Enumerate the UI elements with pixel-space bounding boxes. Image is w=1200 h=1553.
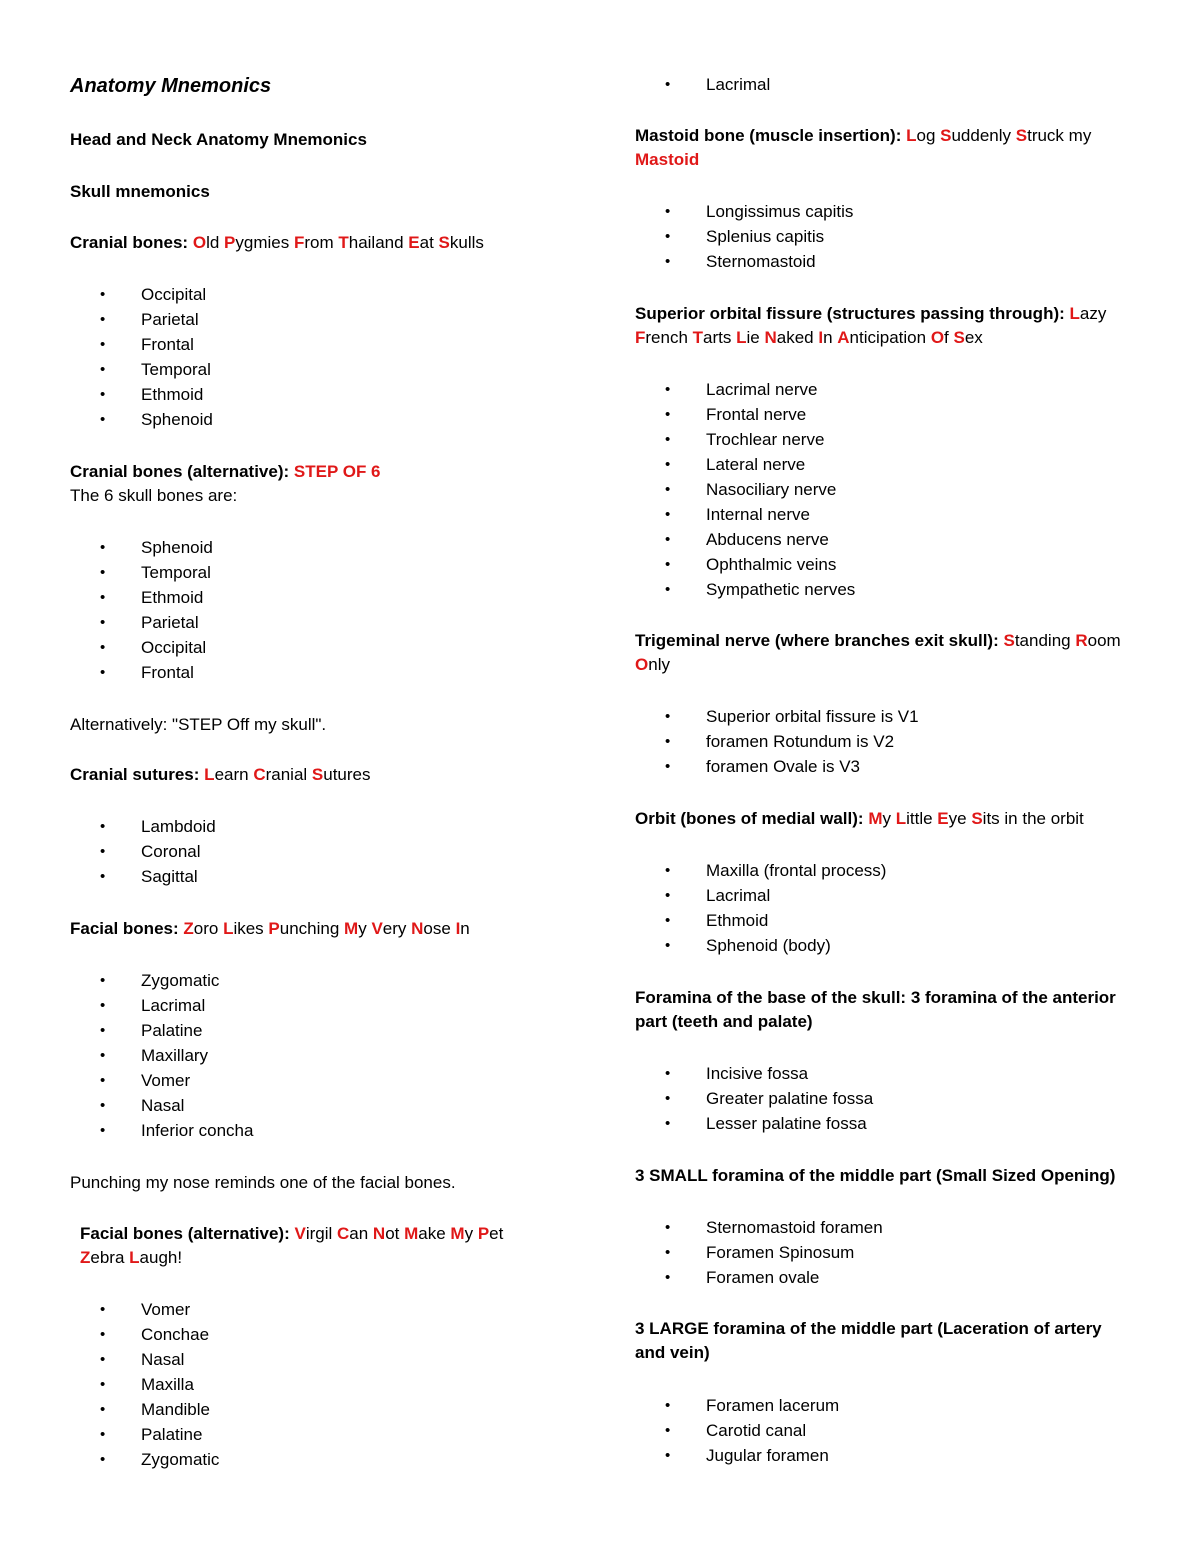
mnemonic-key-letter: M [344,919,359,938]
list-item-text: Lacrimal nerve [706,380,818,399]
mnemonic-rest: ake [418,1224,451,1243]
bullet-icon: • [100,1401,106,1418]
bullet-icon: • [665,862,671,879]
list-item-text: Occipital [141,638,207,657]
mnemonic-key-letter: E [408,233,420,252]
mnemonic-rest: ikes [233,919,269,938]
mnemonic-key-letter: Mastoid [635,150,700,169]
bullet-icon: • [100,664,106,681]
list-item-text: Vomer [141,1071,191,1090]
list-item-text: Longissimus capitis [706,202,854,221]
mnemonic-key-letter: L [895,809,907,828]
cranial-bones-heading: Cranial bones: Old Pygmies From Thailand Eat Skulls [70,233,484,252]
mnemonic-rest: oom [1087,631,1126,650]
mnemonic-key-letter: O [192,233,207,252]
mnemonic-key-letter: F [293,233,305,252]
mnemonic-key-letter: O [635,655,649,674]
bullet-icon: • [100,639,106,656]
mnemonic-key-letter: C [253,765,266,784]
mnemonic-key-letter: Z [80,1248,91,1267]
list-item-text: Superior orbital fissure is V1 [706,707,919,726]
mnemonic-key-letter: I [818,328,824,347]
mnemonic-key-letter: N [411,919,424,938]
bullet-icon: • [100,868,106,885]
list-item-text: Abducens nerve [706,530,829,549]
list-item-text: Frontal nerve [706,405,807,424]
mnemonic-rest: et [489,1224,509,1243]
mnemonic-rest: ranial [265,765,312,784]
bullet-icon: • [100,1097,106,1114]
bullet-icon: • [100,997,106,1014]
mnemonic-rest: n [460,919,470,938]
mnemonic-rest: augh! [139,1248,183,1267]
mnemonic-rest: hailand [348,233,409,252]
mnemonic-key-letter: S [311,765,324,784]
bullet-icon: • [665,1219,671,1236]
bullet-icon: • [100,1301,106,1318]
bullet-icon: • [665,1090,671,1107]
bullet-icon: • [100,1022,106,1039]
mnemonic-key-letter: S [438,233,450,252]
list-item-text: Nasal [141,1096,185,1115]
list-item-text: Sympathetic nerves [706,580,856,599]
mnemonic-key-letter: S [1015,126,1028,145]
mnemonic-key-letter: P [224,233,236,252]
list-item-text: Frontal [141,663,194,682]
mnemonic-key-letter: C [336,1224,350,1243]
mnemonic-key-letter: L [906,126,917,145]
bullet-icon: • [100,336,106,353]
list-item-text: Frontal [141,335,194,354]
bullet-icon: • [100,1072,106,1089]
bullet-icon: • [100,818,106,835]
bullet-icon: • [100,843,106,860]
foramina-small-heading: 3 SMALL foramina of the middle part (Small Sized Opening) [635,1166,1116,1185]
bullet-icon: • [665,1397,671,1414]
foramina-large-heading: 3 LARGE foramina of the middle part (Laceration of artery and vein) [635,1319,1102,1362]
mnemonic-rest: an [349,1224,373,1243]
list-item-text: Foramen ovale [706,1268,820,1287]
page-subtitle: Head and Neck Anatomy Mnemonics [70,130,367,149]
bullet-icon: • [100,1122,106,1139]
mnemonic-rest: irgil [305,1224,337,1243]
bullet-icon: • [665,456,671,473]
mnemonic-rest: ygmies [235,233,294,252]
list-item-text: Ethmoid [141,588,204,607]
list-item-text: Ethmoid [706,911,769,930]
mnemonic-key-letter: L [129,1248,140,1267]
mnemonic-rest: arts [703,328,737,347]
list-item-text: Palatine [141,1021,203,1040]
bullet-icon: • [665,431,671,448]
bullet-icon: • [100,589,106,606]
mnemonic-rest: its in the orbit [982,809,1084,828]
list-item-text: Conchae [141,1325,210,1344]
bullet-icon: • [100,972,106,989]
mnemonic-rest: at [419,233,439,252]
bullet-icon: • [665,1269,671,1286]
list-item-text: Sternomastoid foramen [706,1218,883,1237]
mnemonic-key-letter: E [937,809,949,828]
bullet-icon: • [100,386,106,403]
bullet-icon: • [665,481,671,498]
list-item-text: Sphenoid [141,538,213,557]
mnemonic-rest: y [464,1224,478,1243]
list-item-text: Vomer [141,1300,191,1319]
mnemonic-rest: tanding [1014,631,1076,650]
bullet-icon: • [665,1422,671,1439]
mnemonic-rest: earn [214,765,254,784]
bullet-icon: • [665,531,671,548]
bullet-icon: • [665,381,671,398]
list-item-text: Internal nerve [706,505,810,524]
mastoid-heading: Mastoid bone (muscle insertion): Log Suddenly Struck my Mastoid [635,126,1097,169]
list-item-text: Jugular foramen [706,1446,829,1465]
bullet-icon: • [665,556,671,573]
list-item-text: foramen Ovale is V3 [706,757,861,776]
mnemonic-key-letter: P [268,919,280,938]
list-item-text: Maxilla [141,1375,194,1394]
mnemonic-key-letter: T [338,233,349,252]
bullet-icon: • [665,887,671,904]
list-item-text: Coronal [141,842,201,861]
list-item-text: Lesser palatine fossa [706,1114,867,1133]
list-item-text: Occipital [141,285,207,304]
foramina-anterior-heading: Foramina of the base of the skull: 3 foramina of the anterior part (teeth and palate) [635,988,1116,1031]
mnemonic-rest: ittle [906,809,938,828]
mnemonic-key-letter: P [477,1224,490,1243]
mnemonic-key-letter: I [455,919,461,938]
bullet-icon: • [665,758,671,775]
bullet-icon: • [665,912,671,929]
mnemonic-rest: ot [385,1224,405,1243]
mnemonic-rest: utures [323,765,371,784]
mnemonic-rest: azy [1079,304,1112,323]
mnemonic-key-letter: Z [183,919,194,938]
mnemonic-rest: nticipation [849,328,931,347]
facial-bones-alt-heading: Facial bones (alternative): Virgil Can Not Make My Pet Zebra Laugh! [80,1224,509,1267]
mnemonic-rest: nly [648,655,670,674]
facial-bones-after: Punching my nose reminds one of the facial bones. [70,1173,456,1192]
list-item-text: Sphenoid (body) [706,936,831,955]
mnemonic-rest: rom [304,233,339,252]
list-item-text: Inferior concha [141,1121,254,1140]
mnemonic-key-letter: M [868,809,883,828]
list-item-text: Palatine [141,1425,203,1444]
mnemonic-rest: ex [964,328,983,347]
mnemonic-key-letter: R [1075,631,1088,650]
mnemonic-rest: og [916,126,941,145]
bullet-icon: • [100,564,106,581]
mnemonic-key-letter: T [692,328,704,347]
bullet-icon: • [100,1047,106,1064]
list-item-text: Zygomatic [141,971,220,990]
cranial-bones-alt-after: Alternatively: "STEP Off my skull". [70,715,327,734]
mnemonic-key-letter: M [450,1224,465,1243]
list-item-text: Foramen Spinosum [706,1243,855,1262]
mnemonic-rest: unching [279,919,345,938]
list-item-text: Lacrimal [141,996,206,1015]
mnemonic-key-letter: L [223,919,234,938]
list-item-text: Trochlear nerve [706,430,825,449]
list-item-text: Parietal [141,613,199,632]
bullet-icon: • [100,411,106,428]
mnemonic-rest: oro [193,919,224,938]
bullet-icon: • [665,228,671,245]
bullet-icon: • [665,937,671,954]
bullet-icon: • [100,311,106,328]
document-page: Anatomy Mnemonics Head and Neck Anatomy Mnemonics Skull mnemonics Cranial bones: Old Pygmies From Thailand Eat Skulls • Occipital • Parietal • Frontal • Temporal • Ethmoid • Sphenoid Cranial bones (alternative): STEP OF 6 The 6 skull bones are: • Sphenoid • Temporal • Ethmoid • Parietal • Occipital • Frontal Alternatively: "STEP Off my skull". Cranial sutures: Learn Cranial Sutures • Lambdoid • Coronal • Sagittal Facial bones: Zoro Likes Punching My Very Nose In • Zygomatic • Lacrimal • Palatine • Maxillary • Vomer • Nasal • Inferior concha Punching my nose reminds one of the facial bones. Facial bones (alternative): Virgil Can Not Make My Pet Zebra Laugh! • Vomer • Conchae • Nasal • Maxilla • Mandible • Palatine • Zygomatic • Lacrimal Mastoid bone (muscle insertion): Log Suddenly Struck my Mastoid • Longissimus capitis • Splenius capitis • Sternomastoid Superior orbital fissure (structures passing through): Lazy French Tarts Lie Naked In Anticipation Of Sex • Lacrimal nerve • Frontal nerve • Trochlear nerve • Lateral nerve • Nasociliary nerve • Internal nerve • Abducens nerve • Ophthalmic veins • Sympathetic nerves Trigeminal nerve (where branches exit skull): Standing Room Only • Superior orbital fissure is V1 • foramen Rotundum is V2 • foramen Ovale is V3 Orbit (bones of medial wall): My Little Eye Sits in the orbit • Maxilla (frontal process) • Lacrimal • Ethmoid • Sphenoid (body) Foramina of the base of the skull: 3 foramina of the anterior part (teeth and palate) • Incisive fossa • Greater palatine fossa • Lesser palatine fossa 3 SMALL foramina of the middle part (Small Sized Opening) • Sternomastoid foramen • Foramen Spinosum • Foramen ovale 3 LARGE foramina of the middle part (Laceration of artery and vein) • Foramen lacerum • Carotid canal • Jugular foramen [0,0,1200,1553]
mnemonic-rest: aked [776,328,819,347]
list-item-text: Temporal [141,563,211,582]
bullet-icon: • [665,506,671,523]
bullet-icon: • [100,286,106,303]
list-item-text: Lacrimal [706,886,771,905]
bullet-icon: • [665,1115,671,1132]
trigeminal-heading: Trigeminal nerve (where branches exit skull): Standing Room Only [635,631,1126,674]
mnemonic-rest: ose [423,919,456,938]
bullet-icon: • [665,733,671,750]
cranial-sutures-heading: Cranial sutures: Learn Cranial Sutures [70,765,371,784]
mnemonic-rest: n [823,328,838,347]
mnemonic-key-letter: N [372,1224,386,1243]
mnemonic-key-letter: S [940,126,952,145]
bullet-icon: • [100,614,106,631]
mnemonic-rest: kulls [449,233,484,252]
page-title: Anatomy Mnemonics [70,75,272,97]
list-item-text: Ophthalmic veins [706,555,837,574]
mnemonic-key-letter: L [204,765,215,784]
mnemonic-key-letter: M [404,1224,419,1243]
bullet-icon: • [665,708,671,725]
mnemonic-key-letter: N [764,328,777,347]
list-item-text: Maxilla (frontal process) [706,861,887,880]
list-item-text: Maxillary [141,1046,209,1065]
mnemonic-rest: y [358,919,372,938]
bullet-icon: • [665,406,671,423]
bullet-icon: • [665,1447,671,1464]
bullet-icon: • [665,1244,671,1261]
list-item-text: Nasal [141,1350,185,1369]
mnemonic-rest: ie [746,328,765,347]
list-item-text: Lateral nerve [706,455,806,474]
bullet-icon: • [100,1326,106,1343]
list-item-text: Nasociliary nerve [706,480,837,499]
bullet-icon: • [100,1376,106,1393]
sof-heading: Superior orbital fissure (structures passing through): Lazy French Tarts Lie Naked In Anticipation Of Sex [635,304,1112,347]
mnemonic-key-letter: L [736,328,747,347]
mnemonic-rest: ye [948,809,972,828]
mnemonic-key-letter: S [971,809,983,828]
mnemonic-rest: rench [645,328,693,347]
mnemonic-key-letter: O [930,328,945,347]
bullet-icon: • [100,1351,106,1368]
cranial-bones-alt-note: The 6 skull bones are: [70,486,238,505]
facial-bones-heading: Facial bones: Zoro Likes Punching My Very Nose In [70,919,470,938]
list-item-text: Incisive fossa [706,1064,809,1083]
bullet-icon: • [665,1065,671,1082]
mnemonic-rest: f [944,328,954,347]
list-item-text: foramen Rotundum is V2 [706,732,895,751]
list-item-text: Ethmoid [141,385,204,404]
bullet-icon: • [100,361,106,378]
list-item-text: Parietal [141,310,199,329]
list-item-text: Lambdoid [141,817,216,836]
mnemonic-rest: truck my [1027,126,1097,145]
list-item-text: Foramen lacerum [706,1396,840,1415]
mnemonic-key-letter: S [1003,631,1015,650]
orbit-heading: Orbit (bones of medial wall): My Little Eye Sits in the orbit [635,809,1084,828]
list-item-text: Sphenoid [141,410,213,429]
mnemonic-key-letter: V [371,919,383,938]
mnemonic-key-letter: L [1069,304,1080,323]
list-item-text: Splenius capitis [706,227,825,246]
mnemonic-rest: y [882,809,896,828]
mnemonic-rest: ld [206,233,225,252]
section-heading: Skull mnemonics [70,182,210,201]
mnemonic-key-letter: A [837,328,850,347]
bullet-icon: • [665,76,671,93]
list-item-text: Zygomatic [141,1450,220,1469]
list-item-text: Temporal [141,360,211,379]
mnemonic-key-letter: V [294,1224,306,1243]
list-item-text: Sternomastoid [706,252,816,271]
list-item-text: Carotid canal [706,1421,807,1440]
bullet-icon: • [665,581,671,598]
bullet-icon: • [100,1451,106,1468]
list-item-text: Sagittal [141,867,198,886]
bullet-icon: • [665,203,671,220]
mnemonic-key-letter: S [953,328,965,347]
mnemonic-rest: ery [382,919,412,938]
mnemonic-rest: uddenly [951,126,1016,145]
list-item-text: Mandible [141,1400,210,1419]
bullet-icon: • [100,539,106,556]
cranial-bones-alt-heading: Cranial bones (alternative): STEP OF 6 [70,462,381,481]
mnemonic-key-letter: F [635,328,646,347]
mnemonic-rest: ebra [90,1248,130,1267]
list-item-text: Greater palatine fossa [706,1089,874,1108]
bullet-icon: • [100,1426,106,1443]
bullet-icon: • [665,253,671,270]
